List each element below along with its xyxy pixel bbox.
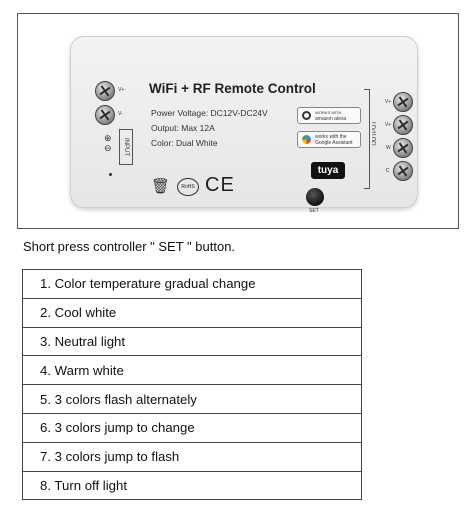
mode-cell: 7. 3 colors jump to flash	[23, 442, 362, 471]
tuya-logo: tuya	[311, 162, 345, 179]
controller-device	[70, 36, 418, 214]
input-polarity-icon: ⊕ ⊖	[104, 133, 112, 153]
spec-voltage: Power Voltage: DC12V-DC24V	[151, 108, 268, 118]
google-line2: Google Assistant	[315, 140, 353, 146]
spec-color: Color: Dual White	[151, 138, 218, 148]
input-terminal-screw	[95, 81, 115, 101]
alexa-icon	[302, 111, 311, 120]
output-terminal-screw	[393, 138, 413, 158]
output-terminal-screw	[393, 92, 413, 112]
spec-output: Output: Max 12A	[151, 123, 215, 133]
mode-cell: 8. Turn off light	[23, 471, 362, 500]
mode-cell: 3. Neutral light	[23, 327, 362, 356]
table-row	[23, 471, 362, 500]
alexa-text: amazon alexa	[315, 116, 347, 122]
output-terminal-label: V+	[385, 99, 392, 105]
google-line1: works with the	[315, 134, 347, 140]
mode-table	[22, 269, 362, 500]
mode-cell: 4. Warm white	[23, 356, 362, 385]
output-label: OUTPUT	[372, 121, 378, 146]
input-terminal-label: V+	[118, 87, 125, 93]
mode-cell: 6. 3 colors jump to change	[23, 413, 362, 442]
table-row	[23, 270, 362, 299]
table-row	[23, 327, 362, 356]
instruction-caption: Short press controller " SET " button.	[23, 239, 236, 254]
table-row	[23, 385, 362, 414]
mode-cell: 1. Color temperature gradual change	[23, 270, 362, 299]
table-row	[23, 413, 362, 442]
output-bracket	[364, 89, 370, 189]
google-assistant-icon	[302, 135, 311, 144]
alexa-badge	[297, 107, 361, 124]
output-terminal-screw	[393, 115, 413, 135]
google-assistant-badge	[297, 131, 361, 148]
table-row	[23, 442, 362, 471]
output-terminal-label: C	[386, 168, 390, 174]
input-label: INPUT	[119, 129, 133, 165]
set-button[interactable]	[306, 188, 324, 206]
rohs-mark: RoHS	[177, 178, 199, 196]
output-terminal-label: V+	[385, 122, 392, 128]
table-row	[23, 298, 362, 327]
output-terminal-label: W	[386, 145, 391, 151]
mode-cell: 5. 3 colors flash alternately	[23, 385, 362, 414]
output-terminal-screw	[393, 161, 413, 181]
product-photo	[17, 13, 459, 229]
alexa-small-text: WORKS WITH	[315, 110, 342, 115]
ce-mark: CE	[205, 174, 235, 196]
input-terminal-screw	[95, 105, 115, 125]
table-row	[23, 356, 362, 385]
mode-cell: 2. Cool white	[23, 298, 362, 327]
set-button-label: SET	[309, 208, 319, 214]
device-title: WiFi + RF Remote Control	[149, 81, 316, 96]
indicator-dot	[109, 173, 112, 176]
input-terminal-label: V-	[118, 111, 123, 117]
weee-bin-icon: 🗑	[151, 178, 171, 195]
